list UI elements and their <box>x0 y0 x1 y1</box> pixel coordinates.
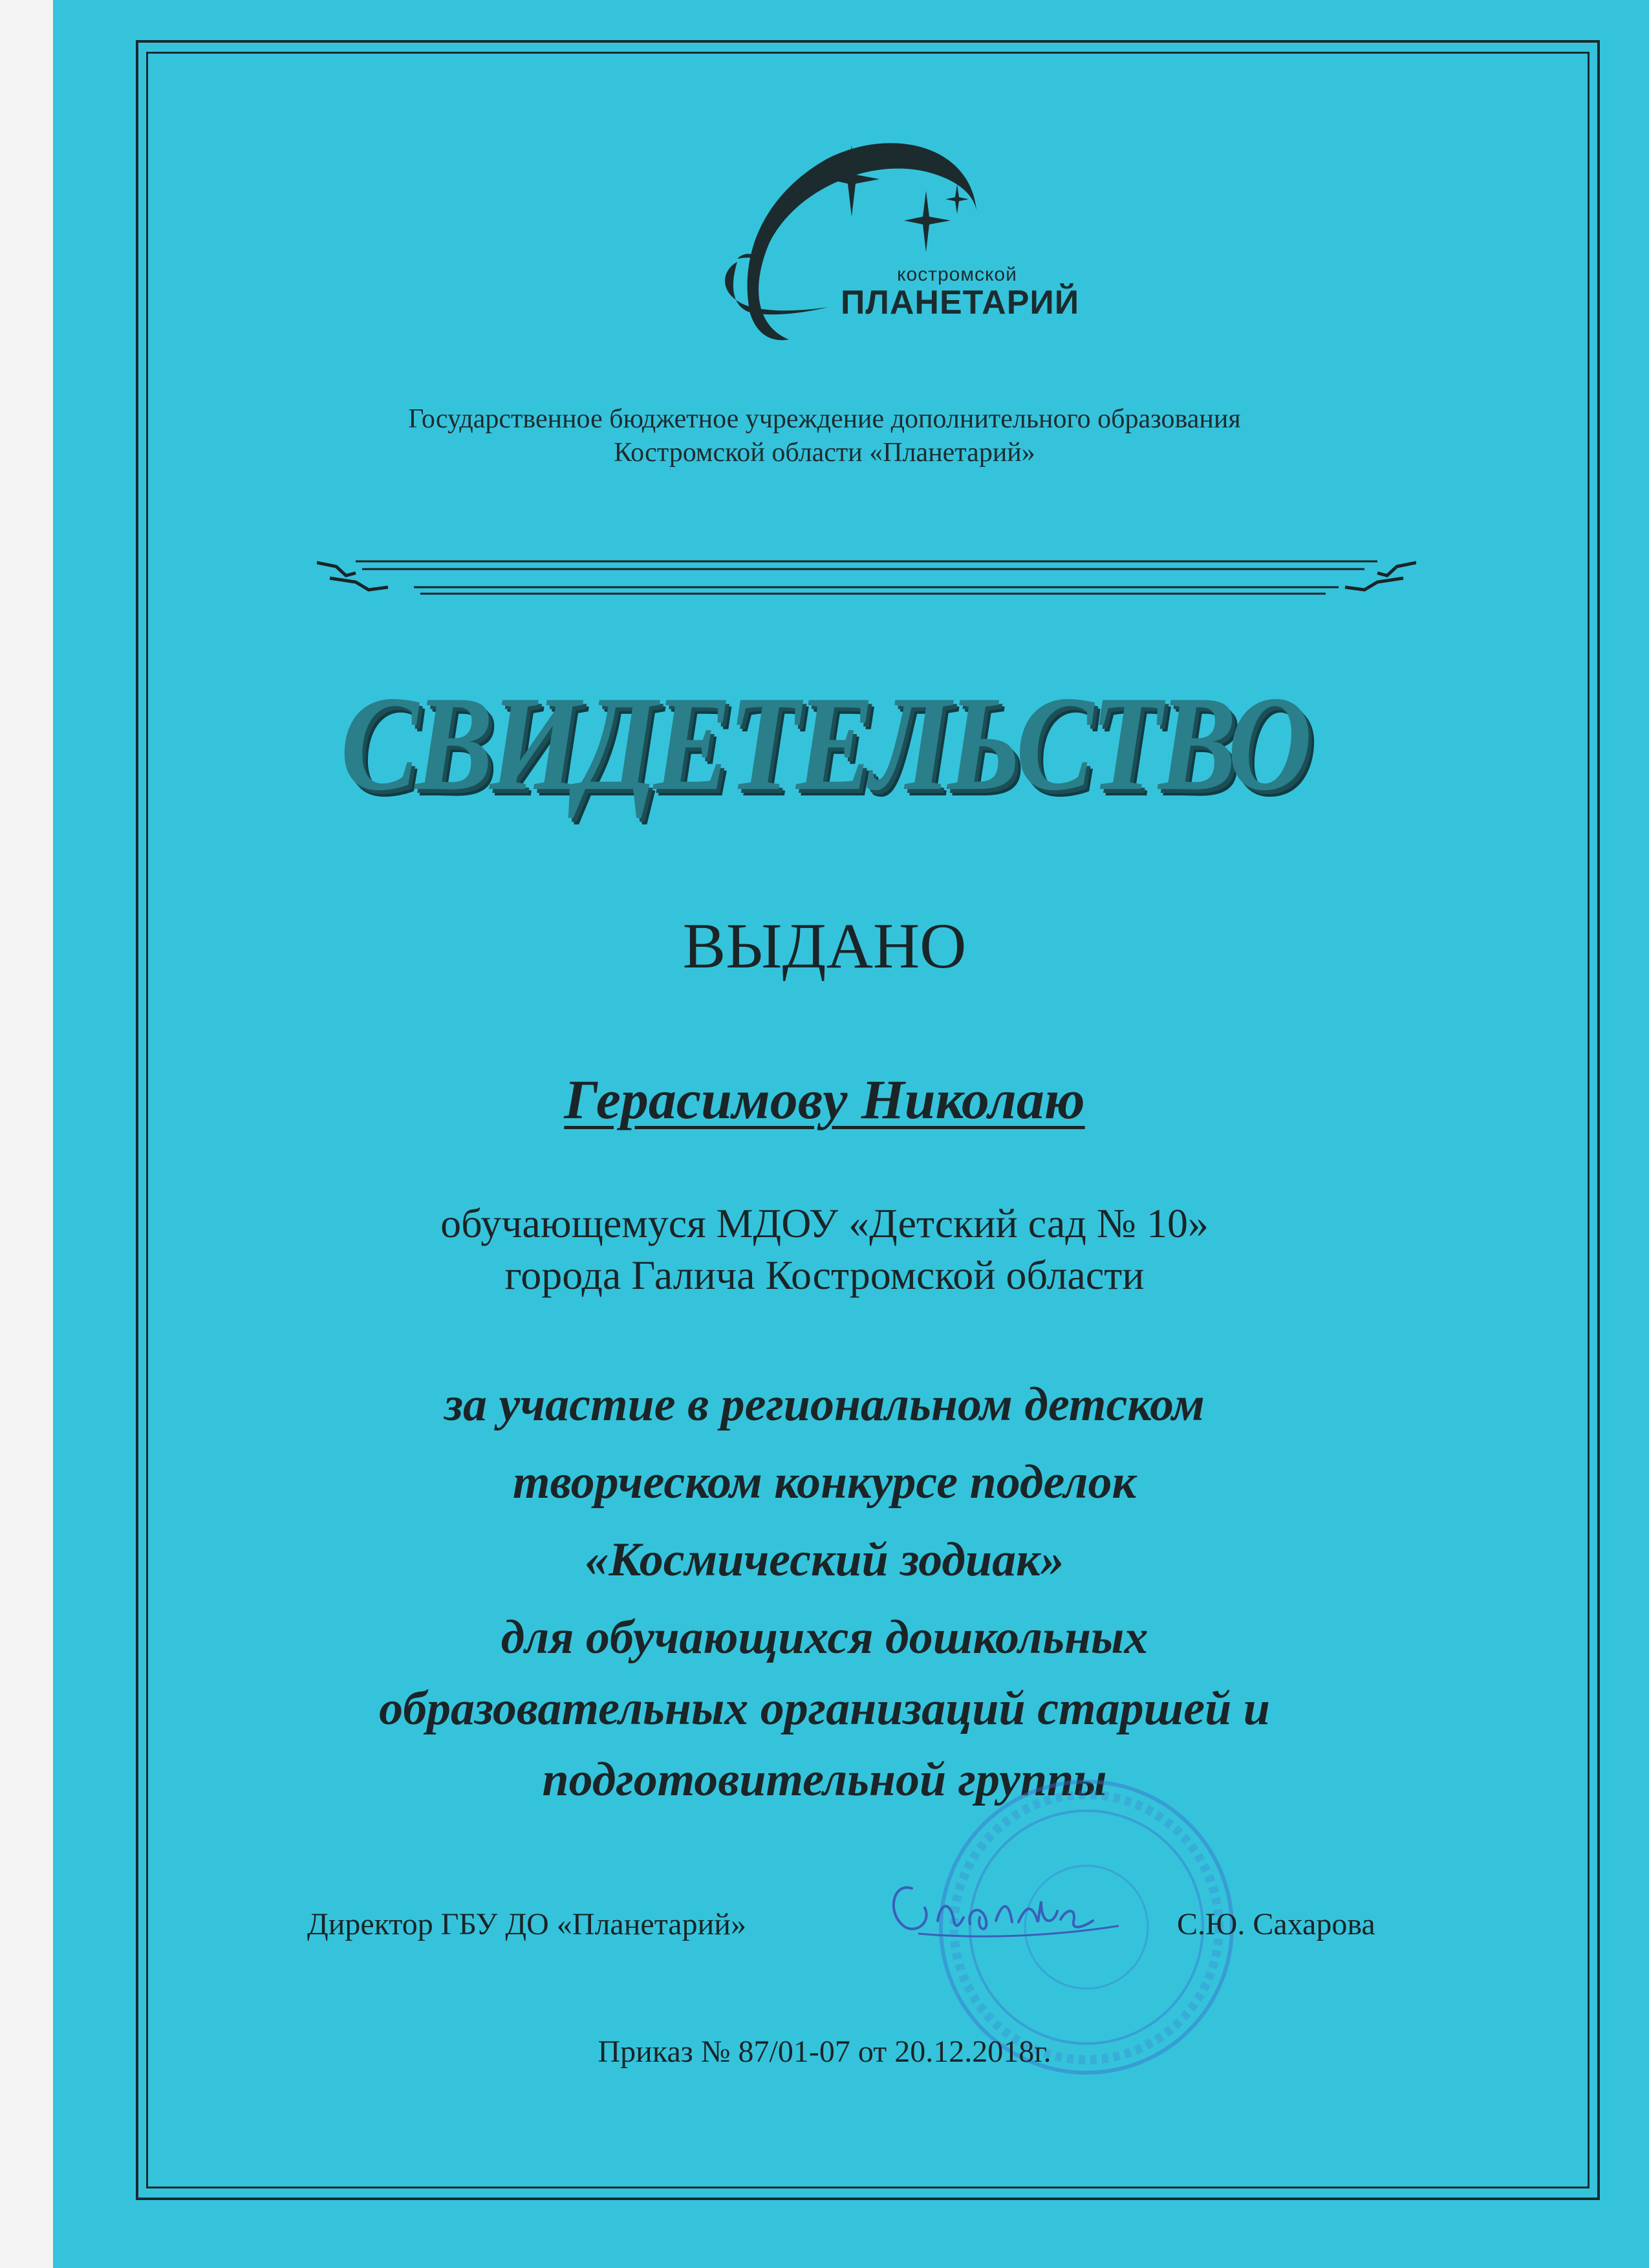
decorative-divider <box>317 550 1416 601</box>
order-reference: Приказ № 87/01-07 от 20.12.2018г. <box>598 2035 1051 2069</box>
director-name: С.Ю. Сахарова <box>1177 1907 1375 1941</box>
certificate-title: СВИДЕТЕЛЬСТВО <box>340 669 1309 819</box>
scan-edge <box>0 0 53 2268</box>
student-info-line2: города Галича Костромской области <box>504 1252 1145 1298</box>
organization-name-line1: Государственное бюджетное учреждение дополнительного образования <box>408 404 1241 434</box>
reason-line: «Космический зодиак» <box>585 1533 1064 1586</box>
recipient-name-text: Герасимову Николаю <box>564 1068 1085 1130</box>
reason-line: для обучающихся дошкольных <box>501 1611 1148 1664</box>
issued-label: ВЫДАНО <box>682 910 967 982</box>
handwritten-signature <box>879 1863 1125 1953</box>
director-title: Директор ГБУ ДО «Планетарий» <box>307 1907 746 1941</box>
recipient-name <box>0 1067 1649 1132</box>
logo-title: ПЛАНЕТАРИЙ <box>841 284 1080 321</box>
reason-line: за участие в региональном детском <box>444 1378 1205 1431</box>
reason-line: творческом конкурсе поделок <box>512 1456 1137 1509</box>
reason-line: образовательных организаций старшей и <box>379 1682 1270 1735</box>
reason-line: подготовительной группы <box>542 1753 1107 1806</box>
organization-name-line2: Костромской области «Планетарий» <box>614 438 1035 468</box>
student-info-line1: обучающемуся МДОУ «Детский сад № 10» <box>440 1200 1209 1246</box>
logo-subtitle: костромской <box>897 264 1017 285</box>
